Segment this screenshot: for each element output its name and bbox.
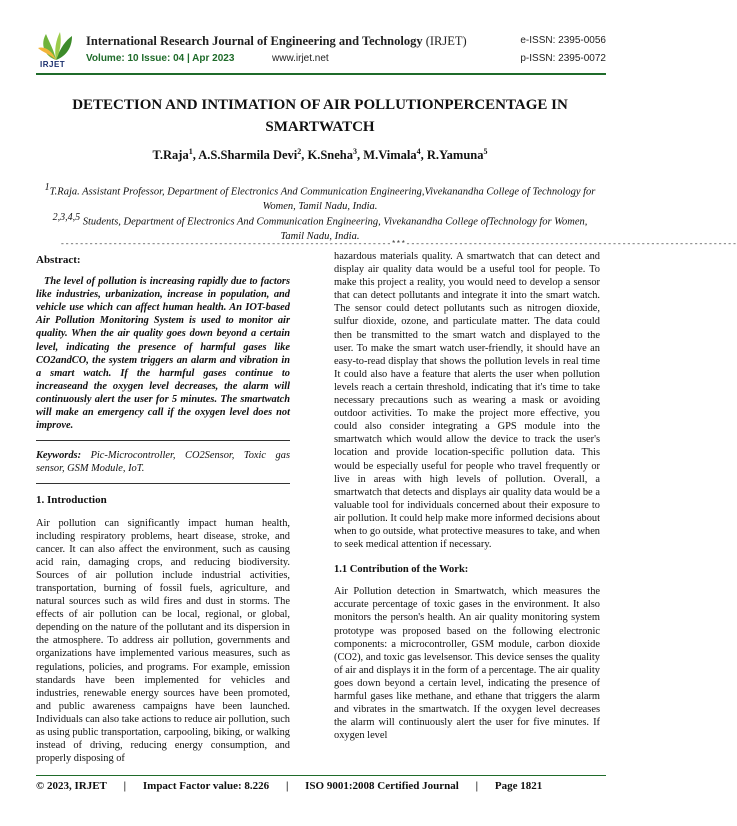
journal-header <box>36 30 606 70</box>
contribution-heading: 1.1 Contribution of the Work: <box>334 564 469 576</box>
footer-impact-factor: Impact Factor value: 8.226 <box>142 780 270 792</box>
footer-iso: ISO 9001:2008 Certified Journal <box>305 780 459 792</box>
author: M.Vimala$^4$ <box>363 147 421 163</box>
footer-divider: | <box>475 780 479 792</box>
author: T.Raja$^1$ <box>152 147 193 163</box>
introduction-heading: 1. Introduction <box>36 494 107 507</box>
paper-title: DETECTION AND INTIMATION OF AIR POLLUTIONPERCENTAGE IN SMARTWATCH <box>72 97 568 135</box>
left-column <box>36 250 290 765</box>
introduction-body: Air pollution can significantly impact human health, including respiratory problems, heart disease, stroke, and cancer. It can also affect the environment, such as causing acid rain, damaging crops, and reducing biodiversity. Sources of air pollution include industrial activities, transportation, burning of fossil fuels, agriculture, and natural sources such as wild fires and dust in storms. The effects of air pollution can be local, regional, or global, depending on the nature of the pollutant and its dispersion in the atmosphere. To address air pollution, governments and organizations have implemented various measures, such as regulations, policies, and programs. For example, emission standards have been implemented for vehicles and industries, renewable energy sources have been promoted, and public awareness campaigns have been launched. Individuals can also take actions to reduce air pollution, such as using public transportation, carpooling, biking, or walking instead of driving, reducing energy consumption, and properly disposing of <box>36 517 290 765</box>
keywords-text: Pic-Microcontroller, CO2Sensor, Toxic gas sensor, GSM Module, IoT. <box>36 450 290 475</box>
author: K.Sneha$^3$ <box>307 147 358 163</box>
journal-abbreviation: (IRJET) <box>425 34 467 48</box>
logo-text: IRJET <box>40 60 66 69</box>
irjet-logo <box>36 30 76 70</box>
abstract-heading: Abstract: <box>36 254 81 266</box>
footer-copyright: © 2023, IRJET <box>36 780 107 792</box>
journal-title <box>86 34 467 49</box>
author: R.Yamuna$^5$ <box>426 147 488 163</box>
journal-name: International Research Journal of Engineering and Technology <box>86 34 423 48</box>
abstract-body: The level of pollution is increasing rapidly due to factors like industries, urbanization, increase in population, and vehicle use which can affect human health. An IOT-based Air Pollution Monitoring System is used to monitor air quality. When the air quality goes down beyond a certain level, indicating the presence of harmful gases like CO2andCO, the system triggers an alarm and vibration in a smart watch. If the harmful gases continue to increaseand the oxygen level decreases, the alarm will continuously alert the user for 5 minutes. The smartwatch will make an emergency call if the oxygen level does not improve. <box>36 276 290 432</box>
eissn: e-ISSN: 2395-0056 <box>520 35 606 46</box>
affiliation: $^1$T.Raja. Assistant Professor, Department of Electronics And Communication Engineering,Vivekanandha College of Technology for Women, Tamil Nadu, India. <box>44 182 596 212</box>
author: A.S.Sharmila Devi$^2$ <box>198 147 302 163</box>
footer-page-number: Page 1821 <box>494 780 543 792</box>
keywords <box>36 449 290 475</box>
page-footer <box>36 780 606 792</box>
keywords-rule <box>36 483 290 484</box>
right-column <box>334 250 600 742</box>
journal-website-link[interactable]: www.irjet.net <box>272 53 329 64</box>
volume-issue: Volume: 10 Issue: 04 | Apr 2023 <box>86 53 235 64</box>
footer-divider: | <box>285 780 289 792</box>
body-paragraph: hazardous materials quality. A smartwatch that can detect and display air quality data would be a useful tool for people. To make this project a reality, you would need to develop a sensor that can detect pollutants and integrate it into the smart watch. The sensor could detect pollutants such as nitrogen dioxide, sulfur dioxide, ozone, and particulate matter. The data could then be transmitted to the smart watch and displayed to the user. To make the smart watch user-friendly, it should have an easy-to-read display that shows the pollution levels in real time It could also have a feature that alerts the user when pollution levels reach a certain threshold, indicating that it's time to take necessary precautions such as wearing a mask or avoiding outdoor activities. To make the project more effective, you could also consider integrating a GPS module into the smartwatch which would allow the device to track the user's location and provide location-specific pollution data. This would be especially useful for people who travel frequently or live in areas with high levels of pollution. Overall, a smartwatch that detects and displays air quality data would be a valuable tool for individuals concerned about their exposure to air pollution. It could help make more informed decisions about when to go outside, what protective measures to take, and when to seek medical attention if necessary. <box>334 251 600 551</box>
abstract-rule <box>36 440 290 441</box>
section-separator: ---------------------------------------------------------------------***--------------------------------------------------------------------- <box>60 240 737 249</box>
header-rule <box>36 73 606 75</box>
keywords-label: Keywords: <box>36 450 82 462</box>
footer-divider: | <box>123 780 127 792</box>
author-list: T.Raja$^1$, A.S.Sharmila Devi$^2$, K.Sneha$^3$, M.Vimala$^4$, R.Yamuna$^5$ <box>152 147 488 163</box>
footer-rule <box>36 775 606 776</box>
contribution-body: Air Pollution detection in Smartwatch, which measures the accurate percentage of toxic gases in the environment. It also monitors the person's health. An air quality monitoring system prototype was proposed based on the following electronic components: a microcontroller, GSM module, carbon dioxide (CO2), and toxic gas levelsensor. This device senses the quality of air and displays it in the form of a percentage. The air quality goes down beyond a certain level, indicating the presence of harmful gases like methane, and ethane that triggers the alarm and vibrates in the smartwatch. If the oxygen level decreases the alarm will continuously alert the user for five minutes. If oxygen level <box>334 586 600 742</box>
pissn: p-ISSN: 2395-0072 <box>520 53 606 64</box>
affiliation: $^{2,3,4,5}$ Students, Department of Electronics And Communication Engineering, Vivekanandha College ofTechnology for Women, Tamil Nadu, India. <box>52 212 588 242</box>
logo-leaf-icon <box>36 30 76 62</box>
